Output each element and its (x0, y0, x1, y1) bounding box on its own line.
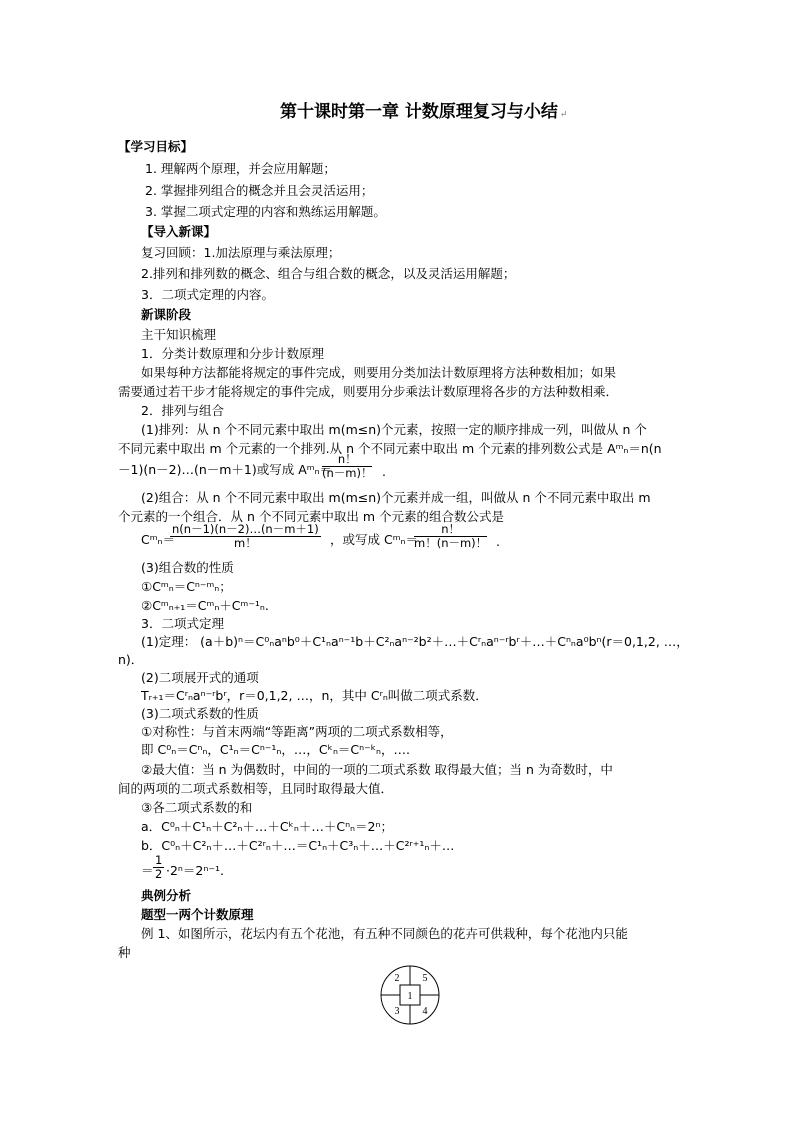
max-value-1: ②最大值：当 n 为偶数时，中间的一项的二项式系数 取得最大值；当 n 为奇数时，中 (141, 762, 613, 777)
general-term: Tᵣ₊₁＝Cʳₙaⁿ⁻ʳbʳ，r＝0,1,2, …，n，其中 Cʳₙ叫做二项式系数． (141, 688, 488, 703)
knowledge-heading: 主干知识梳理 (141, 327, 217, 342)
bed-label-2: 2 (394, 973, 400, 984)
goal-2: 2. 掌握排列组合的概念并且会灵活运用； (145, 183, 374, 198)
comb-property-heading: (3)组合数的性质 (141, 560, 234, 575)
general-term-heading: (2)二项展开式的通项 (141, 670, 259, 685)
coef-sum-b: b．C⁰ₙ＋C²ₙ＋…＋C²ʳₙ＋…＝C¹ₙ＋C³ₙ＋…＋C²ʳ⁺¹ₙ＋… (141, 838, 455, 853)
section-learning-goals: 【学习目标】 (118, 139, 194, 154)
section-examples: 典例分析 (141, 888, 192, 903)
combination-def-1: (2)组合：从 n 个不同元素中取出 m(m≤n)个元素并成一组，叫做从 n 个不同元素中取出 m (141, 490, 651, 505)
section-new-lesson: 新课阶段 (141, 307, 192, 322)
formula-period: . (496, 534, 500, 549)
review-1: 复习回顾：1.加法原理与乘法原理； (141, 245, 341, 260)
review-3: 3．二项式定理的内容。 (141, 287, 274, 302)
fraction-denominator: 2 (155, 867, 163, 881)
formula-period: . (382, 464, 386, 479)
fraction-denominator: m！ (234, 536, 257, 550)
bed-label-4: 4 (422, 1006, 428, 1017)
fraction-comb-2 (414, 523, 487, 550)
topic-one: 题型一两个计数原理 (141, 907, 254, 922)
principle-text-2: 需要通过若干步才能将规定的事件完成，则要用分步乘法计数原理将各步的方法种数相乘． (118, 384, 619, 399)
flower-bed-diagram (380, 965, 440, 1025)
page-title (280, 104, 567, 123)
fraction-perm (322, 453, 372, 480)
fraction-denominator: (n－m)！ (322, 466, 373, 480)
combination-def-2: 个元素的一个组合．从 n 个不同元素中取出 m 个元素的组合数公式是 (118, 509, 504, 524)
goal-1: 1. 理解两个原理，并会应用解题； (145, 161, 336, 176)
fraction-numerator: n！ (414, 523, 487, 537)
bed-label-3: 3 (394, 1006, 400, 1017)
coef-property-heading: (3)二项式系数的性质 (141, 706, 259, 721)
combination-formula-b: ，或写成 Cᵐₙ＝ (330, 532, 418, 547)
binomial-heading: 3．二项式定理 (141, 616, 224, 631)
coef-sum-c-eq: ＝ (141, 863, 154, 878)
comb-property-2: ②Cᵐₙ₊₁＝Cᵐₙ＋Cᵐ⁻¹ₙ. (141, 598, 269, 613)
max-value-2: 间的两项的二项式系数相等，且同时取得最大值． (118, 781, 394, 796)
fraction-numerator: n(n－1)(n－2)…(n－m＋1) (172, 522, 319, 536)
bed-label-1: 1 (407, 991, 413, 1002)
fraction-comb-1 (170, 523, 321, 550)
principle-text-1: 如果每种方法都能将规定的事件完成，则要用分类加法计数原理将方法种数相加；如果 (141, 365, 617, 380)
permutation-formula: －1)(n－2)…(n－m＋1)或写成 Aᵐₙ＝ (118, 462, 333, 477)
combination-formula-a: Cᵐₙ＝ (141, 532, 175, 547)
binomial-theorem-cont: n)． (118, 652, 144, 667)
example-1: 例 1、如图所示，花坛内有五个花池，有五种不同颜色的花卉可供栽种，每个花池内只能 (141, 926, 628, 941)
coef-sum-a: a．C⁰ₙ＋C¹ₙ＋C²ₙ＋…＋Cᵏₙ＋…＋Cⁿₙ＝2ⁿ； (141, 819, 393, 834)
permutation-def-1: (1)排列：从 n 个不同元素中取出 m(m≤n)个元素，按照一定的顺序排成一列，叫做从 n 个 (141, 422, 647, 437)
example-1-cont: 种 (118, 945, 131, 960)
bed-label-5: 5 (422, 973, 428, 984)
binomial-theorem: (1)定理： (a＋b)ⁿ＝C⁰ₙaⁿb⁰＋C¹ₙaⁿ⁻¹b＋C²ₙaⁿ⁻²b²＋…＋Cʳₙaⁿ⁻ʳbʳ＋…＋Cⁿₙa⁰bⁿ(r＝0,1,2, …， (141, 634, 689, 649)
fraction-half (153, 854, 164, 881)
goal-3: 3. 掌握二项式定理的内容和熟练运用解题。 (145, 204, 386, 219)
permutation-def-2: 不同元素中取出 m 个元素的一个排列.从 n 个不同元素中取出 m 个元素的排列数公式是 Aᵐₙ＝n(n (118, 441, 662, 456)
flower-bed-figure (380, 965, 440, 1025)
comb-property-1: ①Cᵐₙ＝Cⁿ⁻ᵐₙ； (141, 579, 232, 594)
symmetry-formula: 即 C⁰ₙ＝Cⁿₙ，C¹ₙ＝Cⁿ⁻¹ₙ，…，Cᵏₙ＝Cⁿ⁻ᵏₙ，…. (141, 742, 411, 757)
review-2: 2.排列和排列数的概念、组合与组合数的概念，以及灵活运用解题； (141, 266, 516, 281)
title-text: 第十课时第一章 计数原理复习与小结 (280, 102, 558, 122)
fraction-numerator: n！ (322, 453, 372, 467)
fraction-denominator: m！(n－m)！ (414, 536, 488, 550)
coef-sum-heading: ③各二项式系数的和 (141, 800, 253, 815)
coef-sum-c: ·2ⁿ＝2ⁿ⁻¹. (166, 863, 224, 878)
perm-comb-heading: 2．排列与组合 (141, 403, 224, 418)
section-intro: 【导入新课】 (141, 224, 217, 239)
fraction-numerator: 1 (155, 853, 163, 867)
symmetry: ①对称性：与首末两端“等距离”两项的二项式系数相等， (141, 724, 453, 739)
principle-heading: 1．分类计数原理和分步计数原理 (141, 346, 324, 361)
return-mark-icon: ↵ (559, 110, 568, 120)
